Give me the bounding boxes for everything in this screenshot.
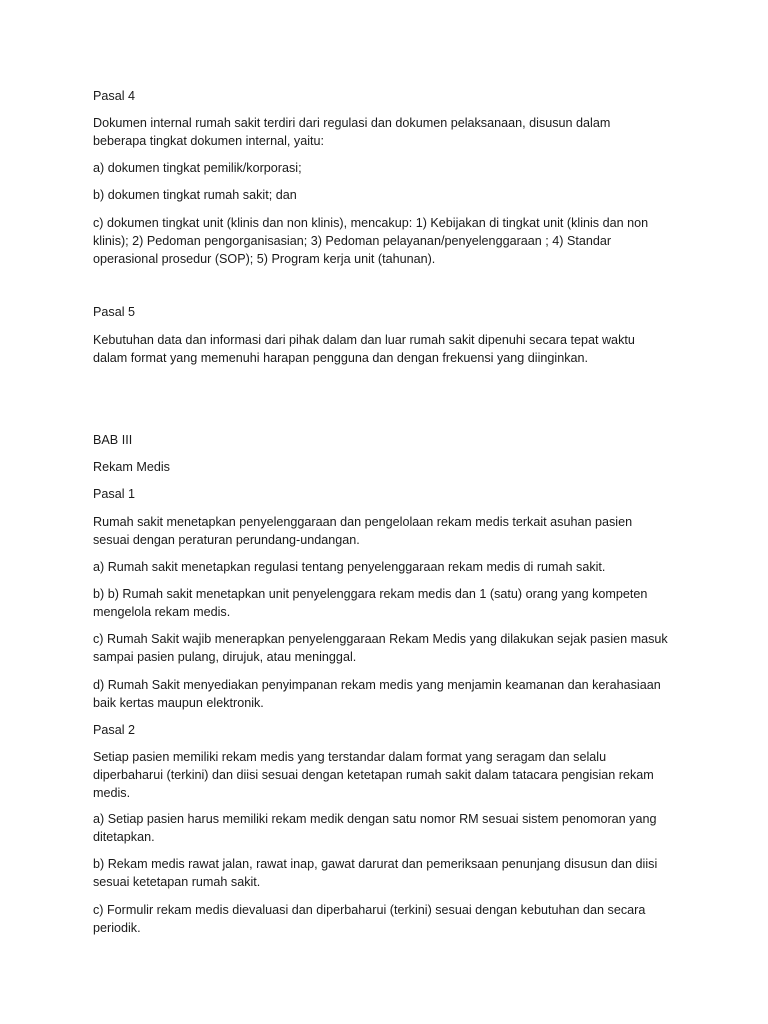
text-line: a) dokumen tingkat pemilik/korporasi;	[93, 161, 302, 175]
text-line: b) Rekam medis rawat jalan, rawat inap, gawat darurat dan pemeriksaan penunjang disusun dan diisi	[93, 857, 658, 871]
text-line: c) Formulir rekam medis dievaluasi dan diperbaharui (terkini) sesuai dengan kebutuhan dan secara	[93, 903, 646, 917]
pasal1-item-b	[93, 585, 683, 621]
text-line: mengelola rekam medis.	[93, 605, 231, 619]
text-line: ditetapkan.	[93, 830, 155, 844]
text-line: sesuai dengan peraturan perundang-undangan.	[93, 533, 360, 547]
pasal2-heading	[93, 721, 683, 739]
pasal2-item-c	[93, 901, 683, 937]
text-line: Kebutuhan data dan informasi dari pihak dalam dan luar rumah sakit dipenuhi secara tepat waktu	[93, 333, 635, 347]
text-line: beberapa tingkat dokumen internal, yaitu:	[93, 134, 325, 148]
bab3-title	[93, 458, 683, 476]
text-line: BAB III	[93, 433, 133, 447]
text-line: Pasal 2	[93, 723, 136, 737]
pasal4-item-b	[93, 186, 683, 204]
text-line: dalam format yang memenuhi harapan pengguna dan dengan frekuensi yang diinginkan.	[93, 351, 588, 365]
text-line: baik kertas maupun elektronik.	[93, 696, 264, 710]
pasal5-heading	[93, 303, 683, 321]
text-line: c) Rumah Sakit wajib menerapkan penyelenggaraan Rekam Medis yang dilakukan sejak pasien masuk	[93, 632, 668, 646]
text-line: Pasal 5	[93, 305, 136, 319]
pasal1-intro-paragraph	[93, 513, 683, 549]
text-line: operasional prosedur (SOP); 5) Program kerja unit (tahunan).	[93, 252, 436, 266]
pasal2-item-b	[93, 855, 683, 891]
text-line: a) Setiap pasien harus memiliki rekam medik dengan satu nomor RM sesuai sistem penomoran yang	[93, 812, 657, 826]
text-line: medis.	[93, 786, 131, 800]
text-line: diperbaharui (terkini) dan diisi sesuai dengan ketetapan rumah sakit dalam tatacara pengisian rekam	[93, 768, 654, 782]
text-line: b) b) Rumah sakit menetapkan unit penyelenggara rekam medis dan 1 (satu) orang yang kompeten	[93, 587, 648, 601]
pasal4-intro-paragraph	[93, 114, 683, 150]
text-line: Dokumen internal rumah sakit terdiri dari regulasi dan dokumen pelaksanaan, disusun dalam	[93, 116, 611, 130]
text-line: a) Rumah sakit menetapkan regulasi tentang penyelenggaraan rekam medis di rumah sakit.	[93, 560, 606, 574]
pasal1-item-a	[93, 558, 683, 576]
pasal4-item-c	[93, 214, 683, 268]
pasal2-item-a	[93, 810, 683, 846]
text-line: periodik.	[93, 921, 141, 935]
pasal1-item-d	[93, 676, 683, 712]
text-line: b) dokumen tingkat rumah sakit; dan	[93, 188, 297, 202]
pasal2-intro-paragraph	[93, 748, 683, 802]
pasal4-heading	[93, 87, 683, 105]
text-line: klinis); 2) Pedoman pengorganisasian; 3) Pedoman pelayanan/penyelenggaraan ; 4) Standar	[93, 234, 612, 248]
text-line: sampai pasien pulang, dirujuk, atau meninggal.	[93, 650, 357, 664]
text-line: sesuai ketetapan rumah sakit.	[93, 875, 261, 889]
text-line: d) Rumah Sakit menyediakan penyimpanan rekam medis yang menjamin keamanan dan kerahasiaan	[93, 678, 661, 692]
text-line: Setiap pasien memiliki rekam medis yang terstandar dalam format yang seragam dan selalu	[93, 750, 607, 764]
text-line: Rekam Medis	[93, 460, 170, 474]
pasal1-item-c	[93, 630, 683, 666]
text-line: c) dokumen tingkat unit (klinis dan non klinis), mencakup: 1) Kebijakan di tingkat unit (klinis dan non	[93, 216, 649, 230]
text-line: Rumah sakit menetapkan penyelenggaraan dan pengelolaan rekam medis terkait asuhan pasien	[93, 515, 633, 529]
pasal5-paragraph	[93, 331, 683, 367]
pasal4-item-a	[93, 159, 683, 177]
text-line: Pasal 4	[93, 89, 136, 103]
text-line: Pasal 1	[93, 487, 136, 501]
pasal1-heading	[93, 485, 683, 503]
bab3-heading	[93, 431, 683, 449]
